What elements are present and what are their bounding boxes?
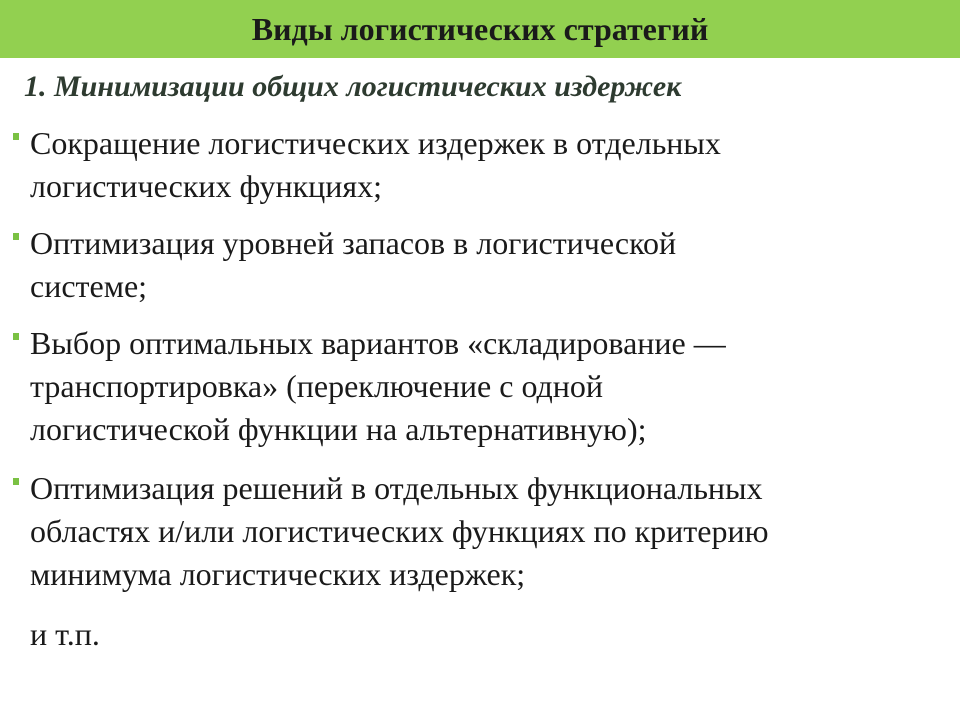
bullet-item — [30, 322, 940, 451]
bullet-text-line: Оптимизация уровней запасов в логистической — [30, 225, 677, 261]
slide-title: Виды логистических стратегий — [251, 10, 709, 47]
closing-text: и т.п. — [30, 616, 100, 652]
bullet-item — [30, 222, 940, 308]
bullet-text-line: логистической функции на альтернативную); — [30, 411, 647, 447]
bullet-text-line: системе; — [30, 268, 148, 304]
bullet-square-icon — [13, 233, 19, 240]
bullet-text-line: минимума логистических издержек; — [30, 556, 526, 592]
bullet-square-icon — [13, 133, 19, 140]
bullet-item — [30, 467, 940, 596]
bullet-text-line: областях и/или логистических функциях по критерию — [30, 513, 769, 549]
bullet-text-line: Выбор оптимальных вариантов «складирование — — [30, 325, 726, 361]
bullet-item — [30, 122, 940, 208]
bullet-text-line: Сокращение логистических издержек в отдельных — [30, 125, 721, 161]
bullet-square-icon — [13, 333, 19, 340]
bullet-square-icon — [13, 478, 19, 485]
slide-subtitle: 1. Минимизации общих логистических издержек — [24, 70, 682, 103]
bullet-text-line: Оптимизация решений в отдельных функциональных — [30, 470, 763, 506]
bullet-text-line: транспортировка» (переключение с одной — [30, 368, 604, 404]
bullet-text-line: логистических функциях; — [30, 168, 382, 204]
title-bar — [0, 0, 960, 58]
